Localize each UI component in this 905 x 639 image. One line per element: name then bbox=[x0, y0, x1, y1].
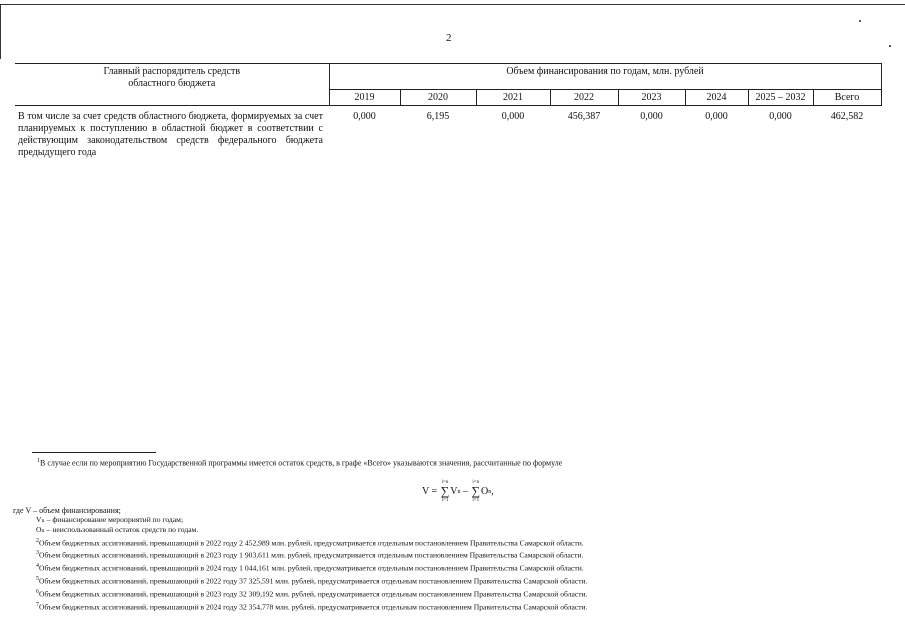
formula bbox=[422, 479, 494, 504]
cell-value: 0,000 bbox=[353, 111, 376, 122]
header-year: 2025 – 2032 bbox=[748, 90, 813, 106]
formula-term-v: V bbox=[450, 486, 458, 497]
footnote-marker: 4 bbox=[36, 563, 39, 570]
footnote-text: Объем бюджетных ассигнований, превышающий в 2023 году 32 309,192 млн. рублей, предусматривается отдельным постановлением Правительства Самарской области. bbox=[39, 589, 588, 599]
formula-tail: , bbox=[491, 486, 494, 497]
cell-value: 0,000 bbox=[705, 111, 728, 122]
table-row bbox=[15, 106, 881, 160]
footnote-text: Объем бюджетных ассигнований, превышающий в 2024 году 32 354,778 млн. рублей, предусматривается отдельным постановлением Правительства Самарской области. bbox=[39, 602, 588, 612]
header-year: 2023 bbox=[618, 90, 685, 106]
sigma-icon: ∑ bbox=[471, 484, 481, 498]
formula-term-o: O bbox=[481, 486, 489, 497]
cell-total: 462,582 bbox=[830, 111, 864, 122]
header-funding-volume: Объем финансирования по годам, млн. рублей bbox=[329, 64, 881, 90]
footnote-separator bbox=[32, 452, 156, 453]
formula-minus: – bbox=[462, 486, 468, 497]
footnote-item bbox=[36, 561, 588, 574]
cell-value: 0,000 bbox=[501, 111, 525, 122]
header-year: 2019 bbox=[329, 90, 400, 106]
footnote-item bbox=[36, 536, 588, 549]
formula-where: где V – объем финансирования; bbox=[13, 506, 121, 515]
sum-lower-limit: i=1 bbox=[441, 498, 449, 503]
header-year: 2021 bbox=[476, 90, 550, 106]
footnote-text: В случае если по мероприятию Государственной программы имеется остаток средств, в графе «Всего» указываются значения, рассчитанные по формуле bbox=[40, 458, 563, 468]
header-distributor-line1: Главный распорядитель средств bbox=[103, 66, 241, 77]
header-total: Всего bbox=[813, 90, 881, 106]
cell-value: 0,000 bbox=[640, 111, 663, 122]
footnote-marker: 7 bbox=[36, 601, 39, 608]
cell-value: 456,387 bbox=[567, 111, 601, 122]
footnote-text: Объем бюджетных ассигнований, превышающий в 2023 году 1 903,611 млн. рублей, предусматривается отдельным постановлением Правительства Самарской области. bbox=[39, 550, 584, 560]
footnote-1 bbox=[37, 458, 562, 468]
scan-speck bbox=[859, 20, 861, 22]
footnote-item bbox=[36, 574, 588, 587]
header-year: 2022 bbox=[550, 90, 618, 106]
footnote-list bbox=[36, 515, 588, 613]
footnote-marker: 2 bbox=[36, 537, 39, 544]
sum-symbol bbox=[471, 479, 480, 504]
scan-border-top bbox=[0, 4, 905, 5]
definition-on: Oₙ – неиспользованный остаток средств по годам. bbox=[36, 525, 199, 535]
footnote-item bbox=[36, 548, 588, 561]
page-number: 2 bbox=[446, 32, 452, 44]
scan-speck bbox=[889, 45, 891, 47]
sum-lower-limit: i=1 bbox=[472, 498, 480, 503]
footnote-marker: 6 bbox=[36, 588, 39, 595]
sum-symbol bbox=[441, 479, 450, 504]
footnote-marker: 5 bbox=[36, 576, 39, 583]
formula-lhs: V = bbox=[422, 486, 438, 497]
footnote-text: Объем бюджетных ассигнований, превышающий в 2022 году 37 325,591 млн. рублей, предусматривается отдельным постановлением Правительства Самарской области. bbox=[39, 576, 588, 586]
cell-value: 0,000 bbox=[769, 111, 792, 122]
sigma-icon: ∑ bbox=[440, 484, 450, 498]
footnote-text: Объем бюджетных ассигнований, превышающий в 2024 году 1 044,161 млн. рублей, предусматривается отдельным постановлением Правительства Самарской области. bbox=[39, 563, 584, 573]
row-label: В том числе за счет средств областного бюджета, формируемых за счет планируемых к поступлению в областной бюджет в соответствии с действующим законодательством средств федерального бюджета предыдущего года bbox=[18, 111, 323, 158]
header-distributor-line2: областного бюджета bbox=[128, 78, 216, 89]
cell-value: 6,195 bbox=[426, 111, 450, 122]
header-year: 2020 bbox=[400, 90, 476, 106]
header-distributor bbox=[15, 64, 329, 106]
definition-vn: Vₙ – финансирование мероприятий по годам; bbox=[36, 515, 184, 524]
footnote-item bbox=[36, 600, 588, 613]
funding-table bbox=[15, 63, 882, 159]
formula-term-o-sub: n bbox=[488, 488, 492, 495]
footnote-marker: 1 bbox=[37, 458, 40, 464]
footnote-marker: 3 bbox=[36, 550, 39, 557]
header-year: 2024 bbox=[685, 90, 748, 106]
formula-term-v-sub: n bbox=[457, 488, 461, 495]
footnote-text: Объем бюджетных ассигнований, превышающий в 2022 году 2 452,989 млн. рублей, предусматривается отдельным постановлением Правительства Самарской области. bbox=[39, 538, 584, 548]
scan-border-left bbox=[0, 4, 1, 59]
sum-upper-limit: i=n bbox=[441, 480, 449, 485]
footnote-item bbox=[36, 587, 588, 600]
sum-upper-limit: i=n bbox=[472, 480, 480, 485]
